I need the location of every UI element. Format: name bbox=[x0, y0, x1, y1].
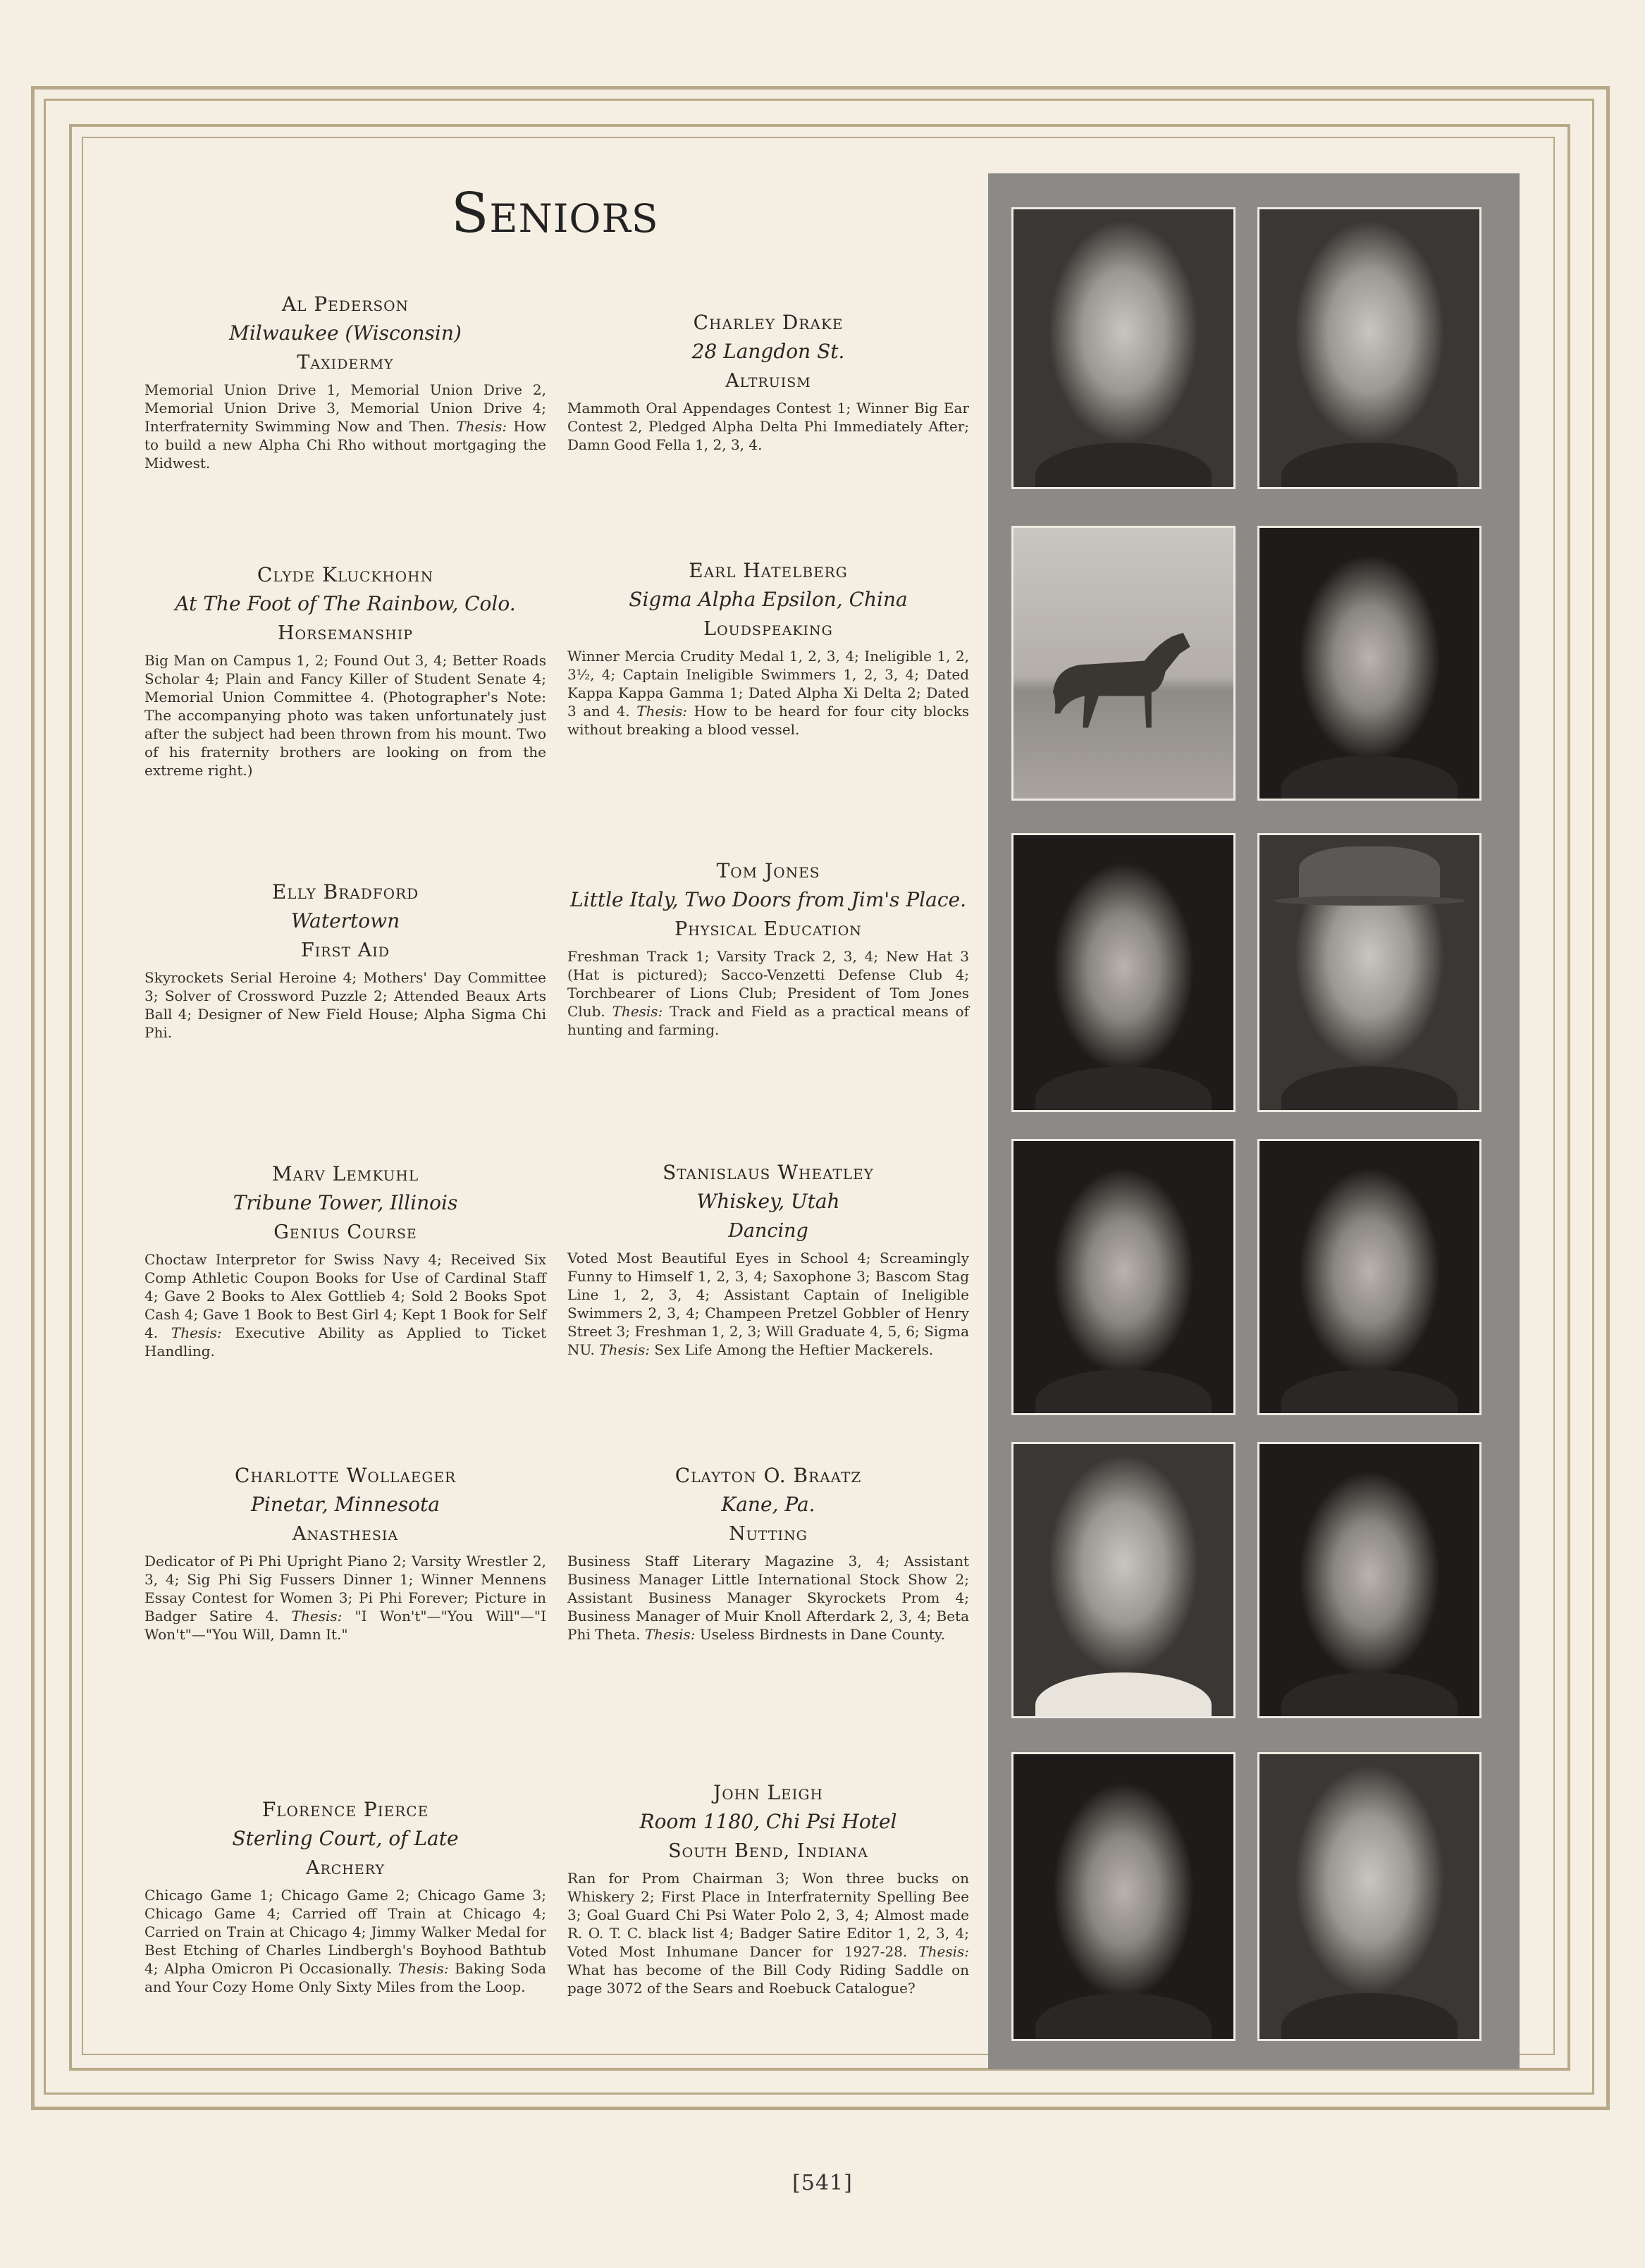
senior-major: Taxidermy bbox=[297, 352, 394, 374]
portrait-photo bbox=[1011, 207, 1236, 489]
senior-name: Elly Bradford bbox=[271, 880, 419, 904]
thesis-text: Track and Field as a practical means of hunting and farming. bbox=[567, 1003, 969, 1038]
senior-name: Clayton O. Braatz bbox=[674, 1464, 862, 1487]
senior-entry bbox=[144, 1462, 546, 1644]
activities-text: Winner Mercia Crudity Medal 1, 2, 3, 4; Ineligible 1, 2, 3½, 4; Captain Ineligible Swimmers 1, 2, 3, 4; Dated Kappa Kappa Gamma 1; Dated Alpha Xi Delta 2; Dated 3 and 4. bbox=[567, 648, 969, 720]
senior-hometown: At The Foot of The Rainbow, Colo. bbox=[175, 592, 516, 615]
senior-name: Clyde Kluckhohn bbox=[257, 563, 434, 586]
senior-name: Al Pederson bbox=[281, 292, 409, 316]
senior-entry bbox=[144, 1796, 546, 1996]
senior-hometown: 28 Langdon St. bbox=[691, 340, 845, 363]
senior-major: Genius Course bbox=[273, 1221, 417, 1243]
senior-entry bbox=[144, 878, 546, 1042]
activities-text: Freshman Track 1; Varsity Track 2, 3, 4; New Hat 3 (Hat is pictured); Sacco-Venzetti Defense Club 4; Torchbearer of Lions Club; President of Tom Jones Club. bbox=[567, 948, 969, 1020]
activities-text: Big Man on Campus 1, 2; Found Out 3, 4; Better Roads Scholar 4; Plain and Fancy Killer of Student Senate 4; Memorial Union Committee 4. (Photographer's Note: The accompanying photo was taken unfortunately just after the subject had been thrown from his mount. Two of his fraternity brothers are looking on from the extreme right.) bbox=[144, 652, 546, 779]
senior-entry bbox=[567, 857, 969, 1039]
portrait-photo bbox=[1011, 1139, 1236, 1415]
senior-entry bbox=[144, 1160, 546, 1360]
portrait-photo bbox=[1257, 1752, 1481, 2041]
senior-major: Dancing bbox=[728, 1220, 808, 1242]
senior-activities bbox=[144, 651, 546, 779]
thesis-text: Executive Ability as Applied to Ticket Handling. bbox=[144, 1324, 547, 1360]
portrait-photo bbox=[1257, 1442, 1481, 1718]
senior-name: John Leigh bbox=[713, 1781, 823, 1804]
senior-major: Archery bbox=[305, 1857, 386, 1879]
thesis-label: Thesis: bbox=[599, 1341, 650, 1358]
senior-name: Florence Pierce bbox=[261, 1798, 429, 1821]
senior-major: Nutting bbox=[729, 1523, 808, 1545]
senior-hometown: Sigma Alpha Epsilon, China bbox=[629, 588, 908, 611]
senior-activities bbox=[567, 1249, 969, 1359]
senior-entry bbox=[144, 290, 546, 472]
senior-hometown: Tribune Tower, Illinois bbox=[233, 1191, 458, 1214]
senior-major: Anasthesia bbox=[292, 1523, 399, 1545]
thesis-label: Thesis: bbox=[644, 1626, 696, 1643]
senior-activities bbox=[144, 1886, 546, 1996]
senior-major: Loudspeaking bbox=[703, 618, 833, 640]
thesis-label: Thesis: bbox=[918, 1943, 969, 1960]
senior-major: South Bend, Indiana bbox=[668, 1840, 868, 1862]
portrait-photo bbox=[1011, 1442, 1236, 1718]
senior-entry bbox=[567, 1779, 969, 1997]
thesis-text: Baking Soda and Your Cozy Home Only Sixty Miles from the Loop. bbox=[144, 1960, 547, 1995]
senior-hometown: Sterling Court, of Late bbox=[232, 1827, 459, 1850]
activities-text: Skyrockets Serial Heroine 4; Mothers' Day Committee 3; Solver of Crossword Puzzle 2; Attended Beaux Arts Ball 4; Designer of New Field House; Alpha Sigma Chi Phi. bbox=[144, 969, 546, 1041]
senior-hometown: Milwaukee (Wisconsin) bbox=[229, 321, 462, 345]
senior-entry bbox=[567, 1462, 969, 1644]
senior-name: Charley Drake bbox=[693, 311, 844, 334]
portrait-photo bbox=[1011, 833, 1236, 1112]
thesis-label: Thesis: bbox=[398, 1960, 449, 1977]
senior-activities bbox=[567, 1869, 969, 1997]
portrait-photo-hat bbox=[1257, 833, 1481, 1112]
thesis-text: Useless Birdnests in Dane County. bbox=[699, 1626, 945, 1643]
activities-text: Memorial Union Drive 1, Memorial Union Drive 2, Memorial Union Drive 3, Memorial Union Drive 4; Interfraternity Swimming Now and Then. bbox=[144, 381, 546, 435]
senior-hometown: Watertown bbox=[290, 909, 400, 932]
senior-name: Charlotte Wollaeger bbox=[234, 1464, 456, 1487]
senior-hometown: Room 1180, Chi Psi Hotel bbox=[639, 1810, 897, 1833]
senior-entry bbox=[567, 1159, 969, 1359]
photo-panel bbox=[988, 173, 1520, 2069]
activities-text: Ran for Prom Chairman 3; Won three bucks on Whiskery 2; First Place in Interfraternity Spelling Bee 3; Goal Guard Chi Psi Water Polo 2, 3, 4; Almost made R. O. T. C. black list 4; Badger Satire Editor 1, 2, 3, 4; Voted Most Inhumane Dancer for 1927-28. bbox=[567, 1870, 969, 1960]
horse-photo bbox=[1011, 526, 1236, 801]
page-title: Seniors bbox=[451, 182, 659, 245]
senior-hometown: Pinetar, Minnesota bbox=[251, 1493, 440, 1516]
senior-activities bbox=[567, 647, 969, 739]
senior-hometown: Kane, Pa. bbox=[721, 1493, 815, 1516]
activities-text: Voted Most Beautiful Eyes in School 4; Screamingly Funny to Himself 1, 2, 3, 4; Saxophone 3; Bascom Stag Line 1, 2, 3, 4; Assistant Captain of Ineligible Swimmers 2, 3, 4; Champeen Pretzel Gobbler of Henry Street 3; Freshman 1, 2, 3; Will Graduate 4, 5, 6; Sigma NU. bbox=[567, 1250, 969, 1358]
senior-activities bbox=[144, 1552, 546, 1644]
thesis-text: How to be heard for four city blocks without breaking a blood vessel. bbox=[567, 703, 969, 738]
senior-major: Horsemanship bbox=[278, 622, 413, 644]
senior-major: Physical Education bbox=[674, 918, 862, 940]
portrait-photo bbox=[1257, 526, 1481, 801]
portrait-photo bbox=[1257, 207, 1481, 489]
senior-name: Stanislaus Wheatley bbox=[663, 1161, 874, 1184]
thesis-label: Thesis: bbox=[456, 418, 507, 435]
senior-name: Tom Jones bbox=[716, 859, 820, 882]
activities-text: Choctaw Interpretor for Swiss Navy 4; Received Six Comp Athletic Coupon Books for Use of Cardinal Staff 4; Gave 2 Books to Alex Gottlieb 4; Sold 2 Books Spot Cash 4; Gave 1 Book to Best Girl 4; Kept 1 Book for Self 4. bbox=[144, 1251, 546, 1341]
horse-icon bbox=[1035, 604, 1212, 753]
senior-entry bbox=[144, 561, 546, 779]
activities-text: Dedicator of Pi Phi Upright Piano 2; Varsity Wrestler 2, 3, 4; Sig Phi Sig Fussers Dinner 1; Winner Mennens Essay Contest for Women 3; Pi Phi Forever; Picture in Badger Satire 4. bbox=[144, 1553, 546, 1625]
senior-entry bbox=[567, 309, 969, 454]
thesis-text: How to build a new Alpha Chi Rho without mortgaging the Midwest. bbox=[144, 418, 547, 472]
senior-activities bbox=[567, 947, 969, 1039]
senior-name: Marv Lemkuhl bbox=[271, 1162, 419, 1185]
activities-text: Chicago Game 1; Chicago Game 2; Chicago Game 3; Chicago Game 4; Carried off Train at Chicago 4; Carried on Train at Chicago 4; Jimmy Walker Medal for Best Etching of Charles Lindbergh's Boyhood Bathtub 4; Alpha Omicron Pi Occasionally. bbox=[144, 1887, 546, 1977]
senior-name: Earl Hatelberg bbox=[689, 559, 848, 582]
portrait-photo bbox=[1011, 1752, 1236, 2041]
senior-activities bbox=[144, 381, 546, 472]
senior-activities bbox=[144, 1250, 546, 1360]
senior-major: First Aid bbox=[300, 939, 390, 961]
senior-activities bbox=[144, 968, 546, 1042]
senior-hometown: Little Italy, Two Doors from Jim's Place. bbox=[570, 888, 966, 911]
thesis-label: Thesis: bbox=[636, 703, 688, 720]
thesis-text: What has become of the Bill Cody Riding Saddle on page 3072 of the Sears and Roebuck Catalogue? bbox=[567, 1961, 969, 1997]
portrait-photo bbox=[1257, 1139, 1481, 1415]
thesis-label: Thesis: bbox=[291, 1608, 343, 1625]
thesis-label: Thesis: bbox=[612, 1003, 663, 1020]
thesis-text: Sex Life Among the Heftier Mackerels. bbox=[654, 1341, 934, 1358]
senior-major: Altruism bbox=[725, 370, 811, 392]
thesis-label: Thesis: bbox=[171, 1324, 222, 1341]
thesis-text: "I Won't"—"You Will"—"I Won't"—"You Will, Damn It." bbox=[144, 1608, 547, 1643]
senior-activities bbox=[567, 1552, 969, 1644]
senior-entry bbox=[567, 557, 969, 739]
senior-activities bbox=[567, 399, 969, 454]
page-number: [541] bbox=[792, 2171, 853, 2195]
senior-hometown: Whiskey, Utah bbox=[696, 1190, 840, 1213]
activities-text: Mammoth Oral Appendages Contest 1; Winner Big Ear Contest 2, Pledged Alpha Delta Phi Immediately After; Damn Good Fella 1, 2, 3, 4. bbox=[567, 400, 969, 453]
activities-text: Business Staff Literary Magazine 3, 4; Assistant Business Manager Little International Stock Show 2; Assistant Business Manager Skyrockets Prom 4; Business Manager of Muir Knoll Afterdark 2, 3, 4; Beta Phi Theta. bbox=[567, 1553, 969, 1643]
